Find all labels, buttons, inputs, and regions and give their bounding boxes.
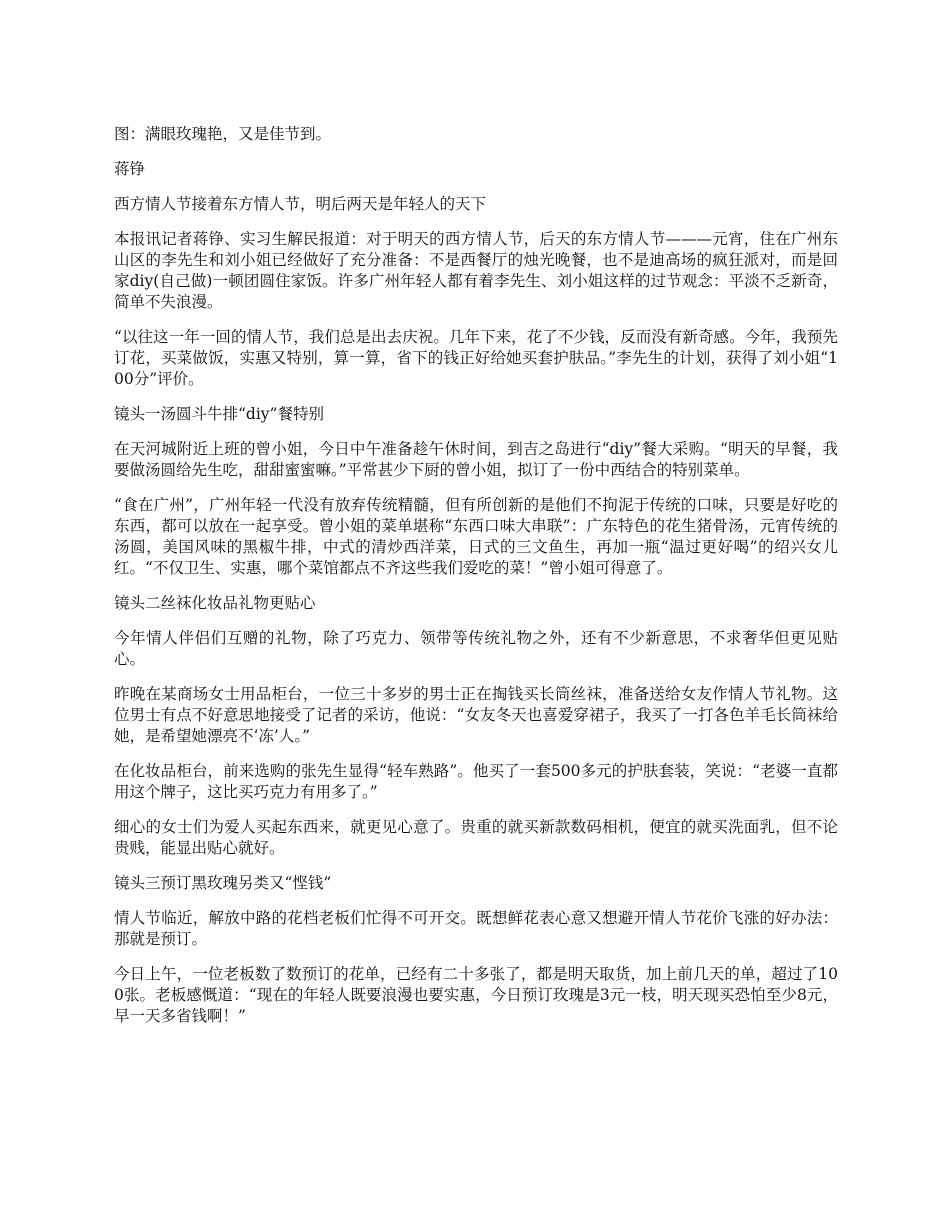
section-heading: 镜头二丝袜化妆品礼物更贴心 [114,594,316,612]
paragraph: 情人节临近，解放中路的花档老板们忙得不可开交。既想鲜花表心意又想避开情人节花价飞涨的好办法：那就是预订。 [114,909,838,948]
paragraph: 今日上午，一位老板数了数预订的花单，已经有二十多张了，都是明天取货，加上前几天的单，超过了100张。老板感慨道：“现在的年轻人既要浪漫也要实惠，今日预订玫瑰是3元一枝，明天现买恐怕至少8元，早一天多省钱啊！” [114,965,838,1025]
section-heading: 镜头一汤圆斗牛排“diy”餐特别 [114,405,324,423]
headline: 西方情人节接着东方情人节，明后两天是年轻人的天下 [114,195,487,213]
paragraph: 在天河城附近上班的曾小姐，今日中午准备趁午休时间，到吉之岛进行“diy”餐大采购。“明天的早餐，我要做汤圆给先生吃，甜甜蜜蜜嘛。”平常甚少下厨的曾小姐，拟订了一份中西结合的特别菜单。 [114,440,838,479]
paragraph: “食在广州”，广州年轻一代没有放弃传统精髓，但有所创新的是他们不拘泥于传统的口味，只要是好吃的东西，都可以放在一起享受。曾小姐的菜单堪称“东西口味大串联”：广东特色的花生猪骨汤，元宵传统的汤圆，美国风味的黑椒牛排，中式的清炒西洋菜，日式的三文鱼生，再加一瓶“温过更好喝”的绍兴女儿红。“不仅卫生、实惠，哪个菜馆都点不齐这些我们爱吃的菜！”曾小姐可得意了。 [114,496,838,577]
article-body [114,124,838,1041]
paragraph: 本报讯记者蒋铮、实习生解民报道：对于明天的西方情人节，后天的东方情人节———元宵，住在广州东山区的李先生和刘小姐已经做好了充分准备：不是西餐厅的烛光晚餐，也不是迪高场的疯狂派对，而是回家diy(自己做)一顿团圆住家饭。许多广州年轻人都有着李先生、刘小姐这样的过节观念：平淡不乏新奇，简单不失浪漫。 [114,230,838,311]
paragraph: “以往这一年一回的情人节，我们总是出去庆祝。几年下来，花了不少钱，反而没有新奇感。今年，我预先订花，买菜做饭，实惠又特别，算一算，省下的钱正好给她买套护肤品。”李先生的计划，获得了刘小姐“100分”评价。 [114,328,838,388]
author-byline: 蒋铮 [114,160,146,178]
paragraph: 细心的女士们为爱人买起东西来，就更见心意了。贵重的就买新款数码相机，便宜的就买洗面乳，但不论贵贱，能显出贴心就好。 [114,818,838,857]
image-caption: 图：满眼玫瑰艳，又是佳节到。 [114,125,332,143]
paragraph: 今年情人伴侣们互赠的礼物，除了巧克力、领带等传统礼物之外，还有不少新意思，不求奢华但更见贴心。 [114,629,838,668]
paragraph: 昨晚在某商场女士用品柜台，一位三十多岁的男士正在掏钱买长筒丝袜，准备送给女友作情人节礼物。这位男士有点不好意思地接受了记者的采访，他说：“女友冬天也喜爱穿裙子，我买了一打各色羊毛长筒袜给她，是希望她漂亮不‘冻’人。” [114,685,838,745]
paragraph: 在化妆品柜台，前来选购的张先生显得“轻车熟路”。他买了一套500多元的护肤套装，笑说：“老婆一直都用这个牌子，这比买巧克力有用多了。” [114,762,838,801]
section-heading: 镜头三预订黑玫瑰另类又“悭钱” [114,874,332,892]
